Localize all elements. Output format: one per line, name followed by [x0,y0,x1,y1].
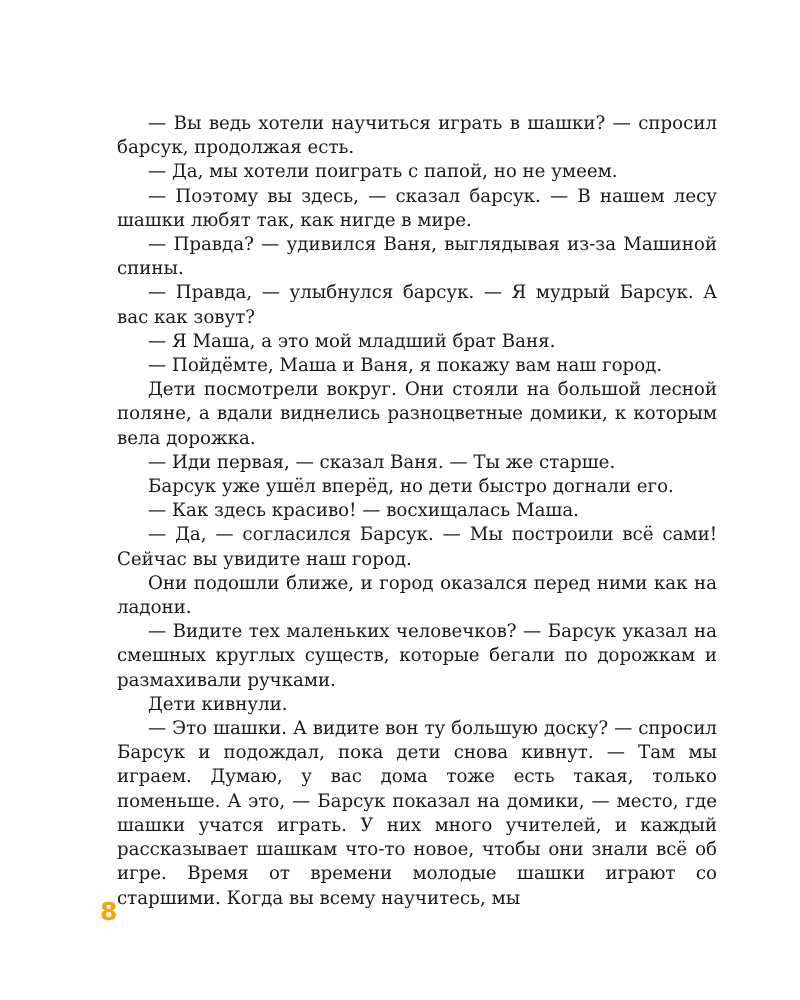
story-text [117,112,717,911]
paragraph-11: — Как здесь красиво! — восхищалась Маша. [148,500,579,522]
page-number: 8 [100,897,118,926]
paragraph-1: — Вы ведь хотели научиться играть в шашки? — спросил барсук, продолжая есть. [117,113,717,159]
paragraph-3: — Поэтому вы здесь, — сказал барсук. — В нашем лесу шашки любят так, как нигде в мире. [117,185,717,231]
paragraph-4: — Правда? — удивился Ваня, выглядывая из-за Машиной спины. [117,234,717,280]
paragraph-5: — Правда, — улыбнулся барсук. — Я мудрый Барсук. А вас как зовут? [117,282,717,328]
paragraph-8: Дети посмотрели вокруг. Они стояли на большой лесной поляне, а вдали виднелись разноцветные домики, к которым вела дорожка. [117,379,717,449]
paragraph-2: — Да, мы хотели поиграть с папой, но не умеем. [148,161,618,183]
paragraph-14: — Видите тех маленьких человечков? — Барсук указал на смешных круглых существ, которые бегали по дорожкам и размахивали ручками. [117,621,717,691]
paragraph-7: — Пойдёмте, Маша и Ваня, я покажу вам наш город. [148,355,663,377]
paragraph-10: Барсук уже ушёл вперёд, но дети быстро догнали его. [148,476,674,498]
paragraph-6: — Я Маша, а это мой младший брат Ваня. [148,330,556,352]
paragraph-9: — Иди первая, — сказал Ваня. — Ты же старше. [148,451,616,473]
paragraph-12: — Да, — согласился Барсук. — Мы построили всё сами! Сейчас вы увидите наш город. [117,524,717,570]
paragraph-13: Они подошли ближе, и город оказался перед ними как на ладони. [117,572,717,619]
paragraph-15: Дети кивнули. [148,693,288,715]
paragraph-16: — Это шашки. А видите вон ту большую доску? — спросил Барсук и подождал, пока дети снова кивнут. — Там мы играем. Думаю, у вас дома тоже есть такая, только поменьше. А это, — Барсук показал на домики, — место, где шашки учатся играть. У них много учителей, и каждый рассказывает шашкам что-то новое, чтобы они знали всё об игре. Время от времени молодые шашки играют со старшими. Когда вы всему научитесь, мы [117,718,717,909]
